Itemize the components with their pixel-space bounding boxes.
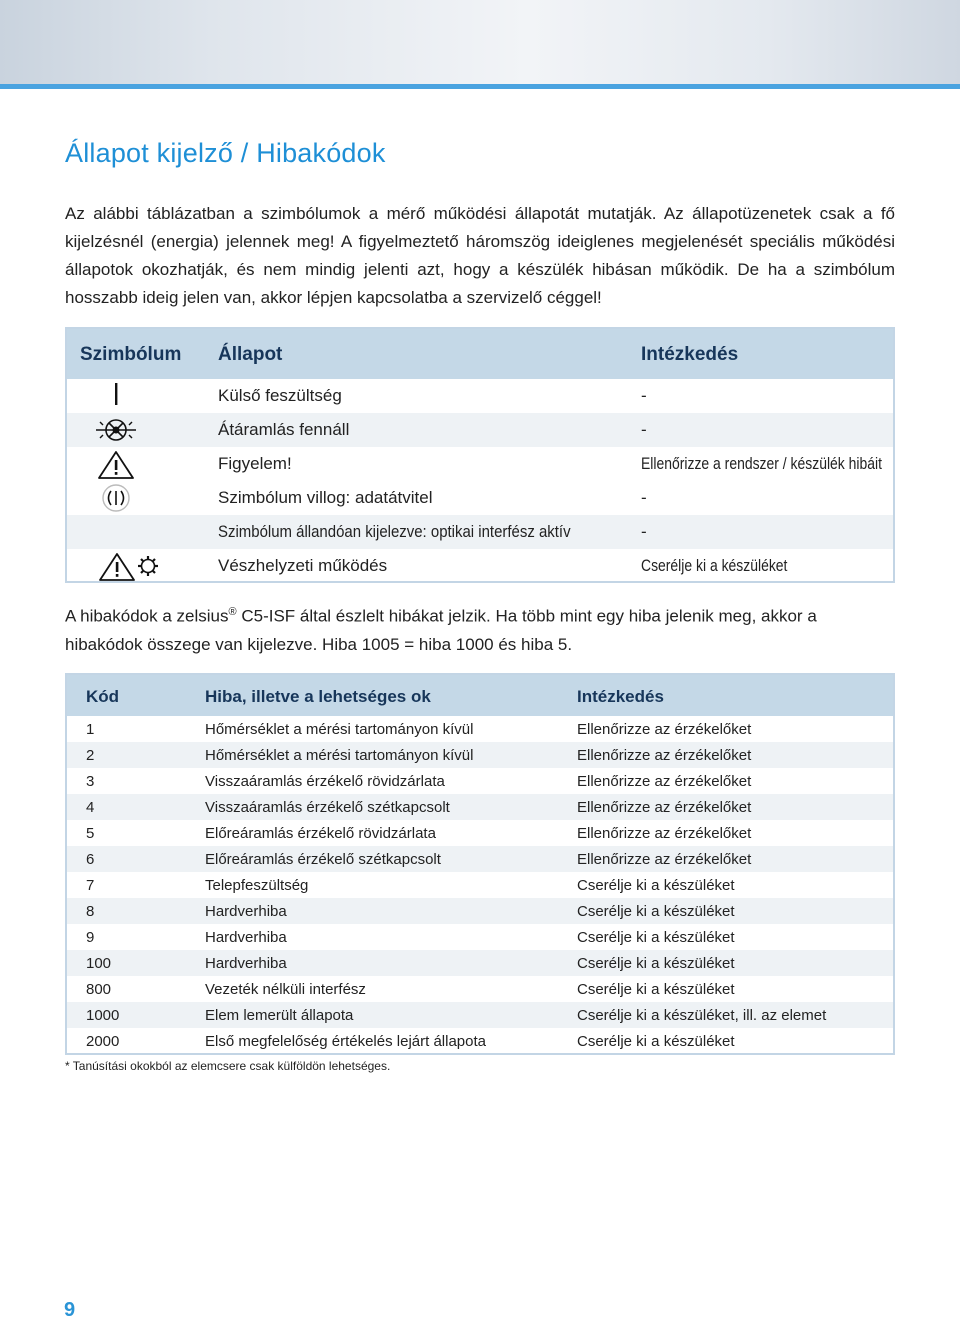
table-row: [67, 976, 893, 1002]
row-code: 3: [86, 773, 95, 790]
row-state: Külső feszültség: [218, 386, 342, 405]
row-action: -: [641, 420, 647, 439]
row-code: 8: [86, 903, 95, 920]
row-action: Ellenőrizze az érzékelőket: [577, 721, 752, 738]
row-code: 100: [86, 955, 112, 972]
row-action: -: [641, 386, 647, 405]
row-error: Hőmérséklet a mérési tartományon kívül: [205, 721, 474, 738]
row-state: Vészhelyzeti működés: [218, 556, 388, 575]
row-action: Ellenőrizze a rendszer / készülék hibáit: [641, 454, 882, 473]
row-error: Hardverhiba: [205, 903, 287, 920]
header-error: Hiba, illetve a lehetséges ok: [205, 687, 431, 706]
row-action: Ellenőrizze az érzékelőket: [577, 747, 752, 764]
row-code: 4: [86, 799, 95, 816]
table-header: [67, 675, 893, 716]
table-row: [67, 898, 893, 924]
row-error: Hőmérséklet a mérési tartományon kívül: [205, 747, 474, 764]
warning-triangle-and-gear-icon: [67, 549, 217, 583]
warning-triangle-icon: [67, 447, 217, 481]
row-error: Vezeték nélküli interfész: [205, 981, 366, 998]
row-code: 5: [86, 825, 95, 842]
row-error: Előreáramlás érzékelő szétkapcsolt: [205, 851, 441, 868]
row-code: 1: [86, 721, 95, 738]
row-state: Átáramlás fennáll: [218, 420, 350, 439]
row-error: Hardverhiba: [205, 955, 287, 972]
header-action: Intézkedés: [577, 687, 664, 706]
page-title: Állapot kijelző / Hibakódok: [65, 138, 386, 168]
table-row: [67, 481, 893, 515]
error-code-table: [65, 673, 895, 1055]
row-code: 800: [86, 981, 112, 998]
row-action: Cserélje ki a készüléket: [577, 877, 735, 894]
row-action: -: [641, 522, 647, 541]
table-row: [67, 950, 893, 976]
row-code: 9: [86, 929, 95, 946]
intro-paragraph: Az alábbi táblázatban a szimbólumok a mérő működési állapotát mutatják. Az állapotüzenetek csak a fő kijelzésnél (energia) jelennek meg! A figyelmeztető háromszög ideiglenes megjelenését speciális működési állapotok okozhatják, és nem mindig jelenti azt, hogy a készülék hibásan működik. De ha a szimbólum hosszabb ideig jelen van, akkor lépjen kapcsolatba a szervizelő céggel!: [65, 204, 895, 307]
row-error: Visszaáramlás érzékelő szétkapcsolt: [205, 799, 450, 816]
optical-transmission-icon: [67, 481, 217, 515]
row-action: Cserélje ki a készüléket: [577, 929, 735, 946]
error-code-note: A hibakódok a zelsius® C5-ISF által észlelt hibákat jelzik. Ha több mint egy hiba jelenik meg, akkor a hibakódok összege van kijelezve. Hiba 1005 = hiba 1000 és hiba 5.: [65, 606, 817, 654]
table-row: [67, 413, 893, 447]
table-row: [67, 549, 893, 583]
table-row: [67, 1028, 893, 1054]
header-symbol: Szimbólum: [80, 344, 182, 365]
table-row: [67, 716, 893, 742]
row-code: 7: [86, 877, 95, 894]
table-row: [67, 768, 893, 794]
row-code: 2: [86, 747, 95, 764]
row-error: Telepfeszültség: [205, 877, 309, 894]
table-row: [67, 379, 893, 413]
header-accent-line: [0, 84, 960, 89]
table-row: [67, 515, 893, 549]
row-error: Első megfelelőség értékelés lejárt állapota: [205, 1033, 486, 1050]
flow-icon: [67, 413, 217, 447]
row-error: Visszaáramlás érzékelő rövidzárlata: [205, 773, 445, 790]
table-row: [67, 924, 893, 950]
row-action: -: [641, 488, 647, 507]
table-row: [67, 846, 893, 872]
table-row: [67, 820, 893, 846]
row-state: Szimbólum villog: adatátvitel: [218, 488, 433, 507]
row-action: Cserélje ki a készüléket: [577, 981, 735, 998]
row-code: 1000: [86, 1007, 120, 1024]
status-symbol-table: [65, 327, 895, 583]
row-state: Figyelem!: [218, 454, 292, 473]
row-action: Cserélje ki a készüléket: [577, 1033, 735, 1050]
table-row: [67, 794, 893, 820]
header-code: Kód: [86, 687, 120, 706]
footnote: * Tanúsítási okokból az elemcsere csak külföldön lehetséges.: [65, 1059, 391, 1073]
row-action: Cserélje ki a készüléket, ill. az elemet: [577, 1007, 827, 1024]
table-row: [67, 872, 893, 898]
row-action: Cserélje ki a készüléket: [577, 903, 735, 920]
row-code: 2000: [86, 1033, 120, 1050]
table-header: [67, 329, 893, 379]
header-action: Intézkedés: [641, 344, 739, 365]
table-row: [67, 742, 893, 768]
row-error: Előreáramlás érzékelő rövidzárlata: [205, 825, 436, 842]
page-number: 9: [64, 1299, 76, 1321]
row-error: Elem lemerült állapota: [205, 1007, 354, 1024]
registered-mark: ®: [228, 606, 237, 618]
row-state: Szimbólum állandóan kijelezve: optikai interfész aktív: [218, 522, 571, 541]
header-state: Állapot: [218, 344, 283, 365]
row-action: Ellenőrizze az érzékelőket: [577, 825, 752, 842]
table-row: [67, 447, 893, 481]
row-action: Ellenőrizze az érzékelőket: [577, 773, 752, 790]
row-action: Cserélje ki a készüléket: [641, 556, 788, 575]
row-action: Cserélje ki a készüléket: [577, 955, 735, 972]
row-code: 6: [86, 851, 95, 868]
row-action: Ellenőrizze az érzékelőket: [577, 851, 752, 868]
row-action: Ellenőrizze az érzékelőket: [577, 799, 752, 816]
vertical-bar-icon: [67, 379, 217, 413]
table-row: [67, 1002, 893, 1028]
row-error: Hardverhiba: [205, 929, 287, 946]
header-band: [0, 0, 960, 86]
